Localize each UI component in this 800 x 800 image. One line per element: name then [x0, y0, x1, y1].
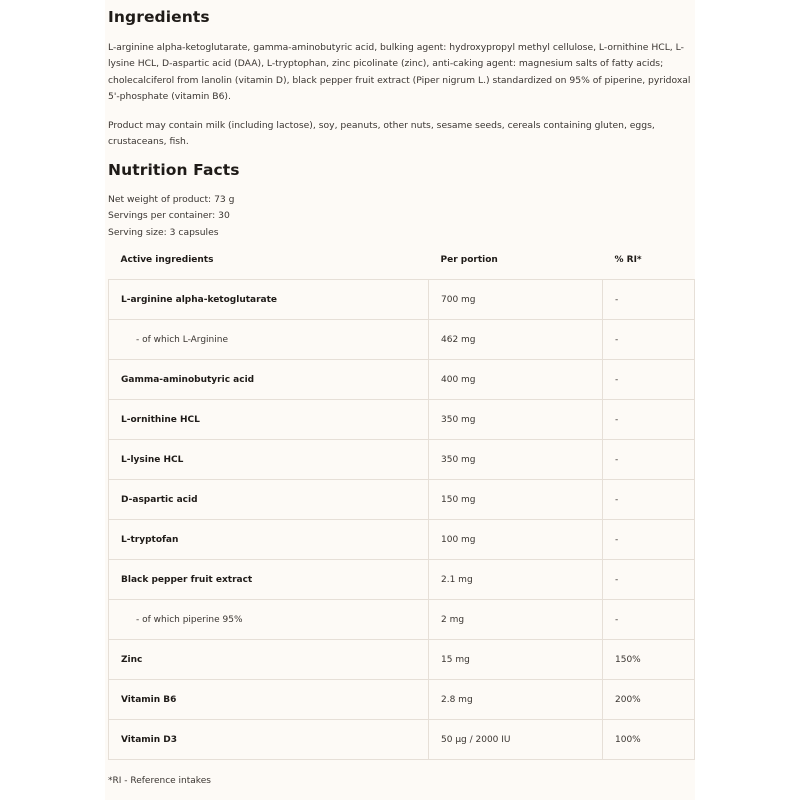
ingredient-name: Vitamin B6 [109, 680, 429, 720]
ri-value: 200% [603, 680, 695, 720]
per-portion-value: 2 mg [429, 600, 603, 640]
per-portion-value: 350 mg [429, 440, 603, 480]
header-per-portion: Per portion [440, 254, 498, 265]
per-portion-value: 350 mg [429, 400, 603, 440]
servings-per-container: Servings per container: 30 [108, 210, 230, 222]
table-header-row [109, 240, 695, 280]
ingredient-name: L-lysine HCL [109, 440, 429, 480]
table-row [109, 400, 695, 440]
table-row [109, 560, 695, 600]
ri-value: - [603, 280, 695, 320]
net-weight: Net weight of product: 73 g [108, 194, 235, 205]
per-portion-value: 700 mg [429, 280, 603, 320]
table-row [109, 280, 695, 320]
ingredient-name: - of which L-Arginine [109, 320, 429, 360]
ingredient-name: L-ornithine HCL [109, 400, 429, 440]
ingredient-name: Vitamin D3 [109, 720, 429, 760]
serving-size: Serving size: 3 capsules [108, 226, 219, 238]
table-row [109, 440, 695, 480]
nutrition-heading: Nutrition Facts [108, 161, 240, 179]
footnote: *RI - Reference intakes [108, 776, 211, 786]
ingredient-name: Black pepper fruit extract [109, 560, 429, 600]
nutrition-meta [108, 192, 235, 241]
ingredient-name: L-arginine alpha-ketoglutarate [109, 280, 429, 320]
per-portion-value: 150 mg [429, 480, 603, 520]
ingredient-name: Gamma-aminobutyric acid [109, 360, 429, 400]
ri-value: 100% [603, 720, 695, 760]
table-row [109, 680, 695, 720]
per-portion-value: 100 mg [429, 520, 603, 560]
ri-value: - [603, 320, 695, 360]
ri-value: - [603, 400, 695, 440]
ri-value: - [603, 360, 695, 400]
table-row [109, 720, 695, 760]
table-row [109, 600, 695, 640]
ingredient-name: - of which piperine 95% [109, 600, 429, 640]
table-row [109, 640, 695, 680]
table-row [109, 320, 695, 360]
ingredient-name: Zinc [109, 640, 429, 680]
per-portion-value: 462 mg [429, 320, 603, 360]
per-portion-value: 2.8 mg [429, 680, 603, 720]
per-portion-value: 50 µg / 2000 IU [429, 720, 603, 760]
per-portion-value: 2.1 mg [429, 560, 603, 600]
ingredients-heading: Ingredients [108, 8, 210, 26]
nutrition-table [108, 240, 695, 760]
ingredient-name: L-tryptofan [109, 520, 429, 560]
header-active-ingredients: Active ingredients [120, 254, 214, 265]
ingredients-text: L-arginine alpha-ketoglutarate, gamma-aminobutyric acid, bulking agent: hydroxypropyl methyl cellulose, L-ornithine HCL, L-lysine HCL, D-aspartic acid (DAA), L-tryptophan, zinc picolinate (zinc), anti-caking agent: magnesium salts of fatty acids; cholecalciferol from lanolin (vitamin D), black pepper fruit extract (Piper nigrum L.) standardized on 95% of piperine, pyridoxal 5'-phosphate (vitamin B6). [108, 42, 691, 102]
ri-value: - [603, 600, 695, 640]
ri-value: 150% [603, 640, 695, 680]
table-row [109, 480, 695, 520]
ri-value: - [603, 560, 695, 600]
ri-value: - [603, 440, 695, 480]
table-row [109, 520, 695, 560]
ri-value: - [603, 480, 695, 520]
header-ri: % RI* [614, 254, 642, 265]
ingredient-name: D-aspartic acid [109, 480, 429, 520]
nutrition-table-body [109, 280, 695, 760]
allergens-text: Product may contain milk (including lactose), soy, peanuts, other nuts, sesame seeds, cereals containing gluten, eggs, crustaceans, fish. [108, 120, 655, 148]
per-portion-value: 400 mg [429, 360, 603, 400]
ri-value: - [603, 520, 695, 560]
table-row [109, 360, 695, 400]
per-portion-value: 15 mg [429, 640, 603, 680]
